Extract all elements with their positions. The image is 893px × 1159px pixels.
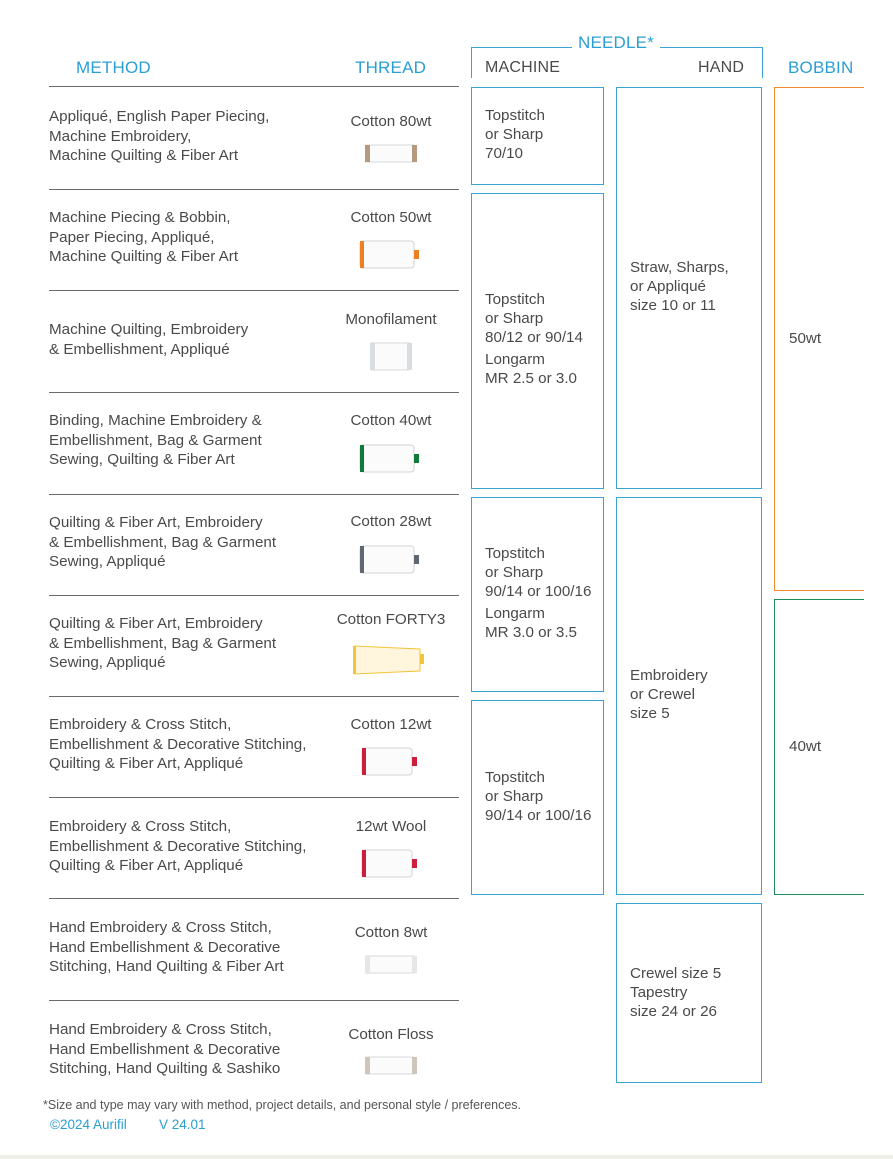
hand-needle-box-2 — [616, 497, 762, 895]
bobbin-label: 50wt — [789, 330, 822, 347]
page-edge — [0, 1155, 893, 1159]
thread-name: Monofilament — [345, 311, 437, 328]
thread-name: Cotton 8wt — [354, 924, 428, 941]
row-divider — [49, 189, 459, 190]
machine-needle-box-2 — [471, 193, 604, 489]
thread-name: 12wt Wool — [355, 818, 427, 835]
method-text: Appliqué, English Paper Piecing, Machine Embroidery, Machine Quilting & Fiber Art — [49, 108, 270, 164]
needle-header: NEEDLE* — [572, 33, 660, 53]
machine-needle-text: Topstitch or Sharp 90/14 or 100/16 Longarm MR 3.0 or 3.5 — [485, 545, 592, 641]
method-text: Hand Embroidery & Cross Stitch, Hand Embellishment & Decorative Stitching, Hand Quilting & Fiber Art — [49, 919, 284, 975]
method-text: Binding, Machine Embroidery & Embellishment, Bag & Garment Sewing, Quilting & Fiber Art — [49, 412, 262, 468]
row-divider — [49, 392, 459, 393]
machine-needle-box-4 — [471, 700, 604, 895]
hand-needle-box-1 — [616, 87, 762, 489]
method-text: Quilting & Fiber Art, Embroidery & Embellishment, Bag & Garment Sewing, Appliqué — [49, 615, 277, 671]
thread-name: Cotton 28wt — [350, 513, 432, 530]
bobbin-header: BOBBIN — [788, 58, 854, 77]
method-text: Quilting & Fiber Art, Embroidery & Embellishment, Bag & Garment Sewing, Appliqué — [49, 514, 277, 570]
method-text: Machine Piecing & Bobbin, Paper Piecing, Appliqué, Machine Quilting & Fiber Art — [49, 209, 239, 265]
method-text: Hand Embroidery & Cross Stitch, Hand Embellishment & Decorative Stitching, Hand Quilting & Sashiko — [49, 1021, 281, 1077]
thread-name: Cotton 12wt — [350, 716, 432, 733]
thread-spool-icon — [358, 444, 428, 474]
thread-name: Cotton 50wt — [350, 209, 432, 226]
method-text: Embroidery & Cross Stitch, Embellishment & Decorative Stitching, Quilting & Fiber Art, Appliqué — [49, 818, 307, 874]
machine-header: MACHINE — [485, 59, 561, 76]
thread-spool-icon — [363, 144, 423, 164]
thread-name: Cotton Floss — [348, 1026, 434, 1043]
thread-spool-icon — [358, 545, 428, 575]
row-divider — [49, 595, 459, 596]
row-divider — [49, 1000, 459, 1001]
method-header: METHOD — [76, 58, 151, 77]
machine-needle-text: Topstitch or Sharp 90/14 or 100/16 — [485, 769, 592, 824]
row-divider — [49, 494, 459, 495]
hand-needle-text: Straw, Sharps, or Appliqué size 10 or 11 — [630, 259, 729, 314]
method-text: Embroidery & Cross Stitch, Embellishment & Decorative Stitching, Quilting & Fiber Art, Appliqué — [49, 716, 307, 772]
thread-name: Cotton FORTY3 — [336, 611, 446, 628]
footnote: *Size and type may vary with method, project details, and personal style / preferences. — [43, 1098, 522, 1112]
hand-header: HAND — [698, 59, 745, 76]
machine-needle-text: Topstitch or Sharp 70/10 — [485, 107, 545, 162]
thread-spool-icon — [363, 955, 423, 975]
thread-spool-icon — [360, 849, 426, 879]
bobbin-box-50wt — [774, 87, 864, 591]
version: V 24.01 — [159, 1117, 206, 1132]
row-divider — [49, 696, 459, 697]
header-divider — [49, 86, 459, 87]
thread-name: Cotton 80wt — [350, 113, 432, 130]
machine-needle-box-1 — [471, 87, 604, 185]
thread-spool-icon — [352, 643, 434, 677]
hand-needle-text: Embroidery or Crewel size 5 — [630, 667, 708, 722]
machine-needle-text: Topstitch or Sharp 80/12 or 90/14 Longarm MR 2.5 or 3.0 — [485, 291, 583, 387]
bobbin-label: 40wt — [789, 738, 822, 755]
hand-needle-text: Crewel size 5 Tapestry size 24 or 26 — [630, 965, 722, 1020]
row-divider — [49, 290, 459, 291]
thread-header: THREAD — [355, 58, 427, 77]
hand-needle-box-3 — [616, 903, 762, 1083]
bobbin-box-40wt — [774, 599, 864, 895]
thread-name: Cotton 40wt — [350, 412, 432, 429]
thread-spool-icon — [360, 747, 426, 777]
thread-spool-icon — [363, 1056, 423, 1076]
machine-needle-box-3 — [471, 497, 604, 692]
thread-spool-icon — [358, 240, 428, 270]
method-text: Machine Quilting, Embroidery & Embellishment, Appliqué — [49, 321, 249, 358]
copyright: ©2024 Aurifil — [50, 1117, 127, 1132]
row-divider — [49, 898, 459, 899]
thread-spool-icon — [368, 342, 418, 372]
row-divider — [49, 797, 459, 798]
